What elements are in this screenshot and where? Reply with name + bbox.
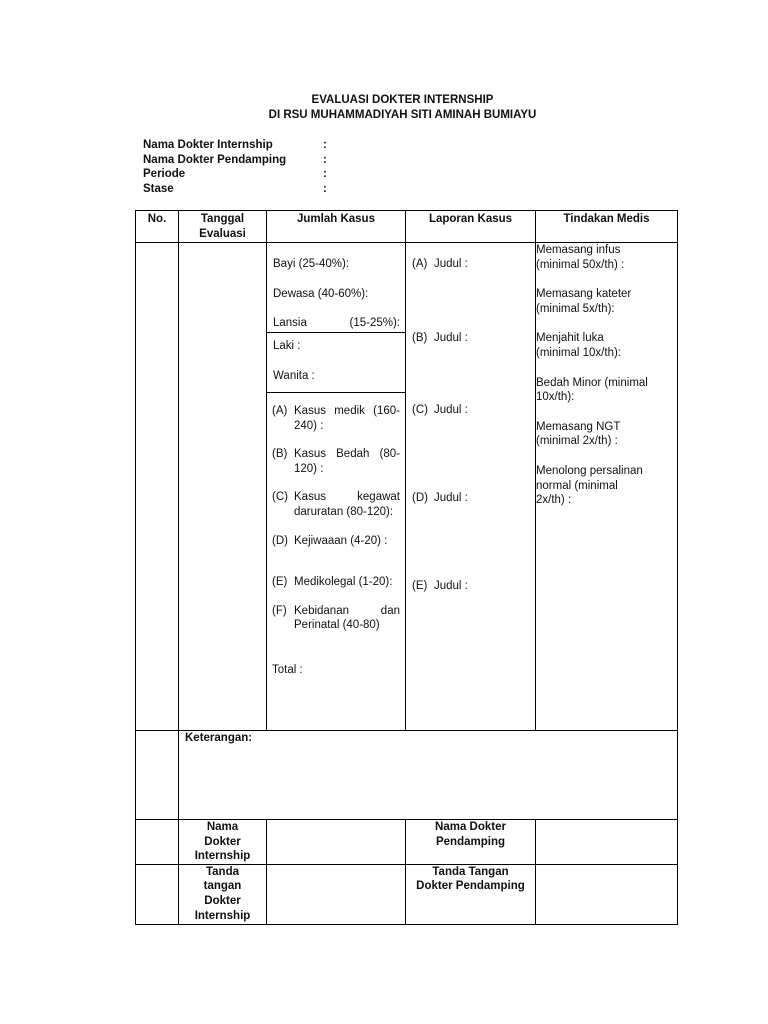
laporan-text: Judul : [434, 331, 468, 344]
cell-no[interactable] [136, 243, 179, 731]
laporan-item [412, 331, 531, 346]
tindakan-item [536, 287, 677, 316]
kategori-letter: (E) [272, 576, 288, 589]
tindakan-text: Memasang infus [536, 244, 621, 256]
cell-laporan-kasus [406, 243, 536, 731]
tindakan-item [536, 331, 677, 360]
laporan-item [412, 491, 531, 506]
evaluation-table [135, 210, 678, 925]
kategori-item [272, 447, 400, 476]
laporan-letter: (D) [412, 491, 428, 504]
table-body-row [136, 243, 678, 731]
nama-pendamping-label [406, 820, 536, 865]
kategori-item [272, 534, 400, 549]
jumlah-kategori-section [267, 393, 405, 678]
kategori-item [272, 404, 400, 433]
lansia-label [273, 316, 400, 331]
label-line: Internship [194, 850, 251, 863]
keterangan-label: Keterangan: [185, 732, 253, 744]
tindakan-text: 10x/th): [536, 391, 575, 404]
table-header-row [136, 211, 678, 243]
label-line: Dokter Pendamping [416, 880, 525, 893]
ttd-intern-input[interactable] [267, 864, 406, 924]
laporan-text: Judul : [434, 258, 468, 270]
laporan-item [412, 257, 531, 272]
label-line: Dokter [204, 835, 241, 848]
kategori-text: Kejiwaaan (4-20) : [294, 534, 388, 547]
header-no: No. [136, 211, 179, 243]
keterangan-row [136, 731, 678, 820]
field-label: Periode [143, 168, 186, 181]
field-colon: : [323, 139, 327, 151]
kategori-text: Kasus Bedah (80-120) : [294, 448, 400, 475]
label-line: Dokter [204, 894, 241, 907]
header-text: Tanggal [200, 213, 245, 225]
label-line: Nama Dokter [435, 821, 506, 833]
ttd-pendamping-label [406, 864, 536, 924]
tindakan-text: (minimal 5x/th): [536, 302, 615, 315]
identity-fields [143, 138, 327, 196]
field-colon: : [323, 153, 327, 166]
field-colon: : [323, 168, 327, 181]
jumlah-usia-section [267, 243, 405, 333]
wanita-label: Wanita : [273, 369, 315, 382]
kategori-letter: (F) [272, 604, 287, 617]
tindakan-text: Menolong persalinan [536, 464, 643, 477]
cell-jumlah-kasus [267, 243, 406, 731]
nama-intern-label [179, 820, 267, 865]
tindakan-item [536, 420, 677, 449]
laporan-item [412, 579, 531, 594]
header-tindakan-medis: Tindakan Medis [536, 211, 678, 243]
laporan-letter: (C) [412, 404, 428, 417]
tindakan-text: Memasang NGT [536, 420, 621, 433]
dewasa-label: Dewasa (40-60%): [273, 287, 369, 300]
laporan-letter: (B) [412, 331, 428, 344]
tindakan-text: Menjahit luka [536, 332, 604, 345]
tindakan-text: (minimal 10x/th): [536, 346, 621, 359]
tindakan-text: normal (minimal [536, 479, 618, 492]
laporan-text: Judul : [434, 580, 468, 593]
label-line: Nama [206, 821, 239, 833]
total-label: Total : [272, 663, 303, 676]
kategori-letter: (C) [272, 491, 288, 504]
nama-intern-input[interactable] [267, 820, 406, 865]
label-line: Tanda Tangan [432, 865, 509, 878]
label-line: Pendamping [435, 835, 505, 848]
laporan-item [412, 403, 531, 418]
kategori-text: Kasus medik (160-240) : [294, 405, 400, 432]
laki-label: Laki : [273, 340, 301, 352]
cell-tanggal[interactable] [179, 243, 267, 731]
label-line: Tanda [205, 865, 239, 878]
tindakan-item [536, 376, 677, 405]
field-colon: : [323, 182, 327, 195]
lansia-range: (15-25%): [349, 317, 400, 330]
kategori-item [272, 604, 400, 633]
header-text: Evaluasi [199, 227, 246, 240]
field-nama-dokter-internship [143, 138, 327, 153]
field-stase [143, 182, 327, 197]
label-line: tangan [203, 880, 242, 893]
kategori-item [272, 575, 400, 590]
laporan-text: Judul : [434, 491, 468, 504]
header-jumlah-kasus: Jumlah Kasus [267, 211, 406, 243]
kategori-letter: (A) [272, 405, 288, 417]
jumlah-gender-section [267, 333, 405, 393]
document-title: EVALUASI DOKTER INTERNSHIP [311, 94, 494, 106]
tindakan-item [536, 464, 677, 508]
tindakan-text: (minimal 50x/th) : [536, 258, 625, 271]
cell-keterangan[interactable] [179, 731, 678, 820]
field-label: Stase [143, 182, 174, 195]
tindakan-text: Bedah Minor (minimal [536, 376, 648, 389]
ttd-intern-label [179, 864, 267, 924]
kategori-letter: (B) [272, 448, 288, 461]
tindakan-text: 2x/th) : [536, 494, 572, 507]
kategori-letter: (D) [272, 534, 288, 547]
field-periode [143, 167, 327, 182]
tindakan-text: (minimal 2x/th) : [536, 435, 618, 448]
cell-sign-no [136, 864, 179, 924]
kategori-text: Kebidanan dan Perinatal (40-80) [294, 604, 400, 632]
field-label: Nama Dokter Pendamping [143, 153, 287, 166]
tindakan-item [536, 243, 677, 272]
lansia-text: Lansia [273, 317, 307, 330]
document-subtitle: DI RSU MUHAMMADIYAH SITI AMINAH BUMIAYU [268, 109, 537, 121]
sign-name-row [136, 820, 678, 865]
cell-tindakan-medis [536, 243, 678, 731]
kategori-text: Medikolegal (1-20): [294, 576, 393, 589]
laporan-letter: (A) [412, 258, 428, 270]
cell-sign-no [136, 820, 179, 865]
laporan-text: Judul : [434, 404, 468, 417]
field-label: Nama Dokter Internship [143, 139, 273, 151]
bayi-label: Bayi (25-40%): [273, 258, 350, 270]
header-tanggal-evaluasi [179, 211, 267, 243]
label-line: Internship [194, 909, 251, 922]
kategori-text: Kasus kegawat daruratan (80-120): [294, 491, 400, 518]
ttd-pendamping-input[interactable] [536, 864, 678, 924]
field-nama-dokter-pendamping [143, 153, 327, 168]
laporan-letter: (E) [412, 580, 428, 593]
nama-pendamping-input[interactable] [536, 820, 678, 865]
tindakan-text: Memasang kateter [536, 288, 632, 301]
kategori-item [272, 490, 400, 519]
cell-keterangan-no [136, 731, 179, 820]
sign-signature-row [136, 864, 678, 924]
header-laporan-kasus: Laporan Kasus [406, 211, 536, 243]
